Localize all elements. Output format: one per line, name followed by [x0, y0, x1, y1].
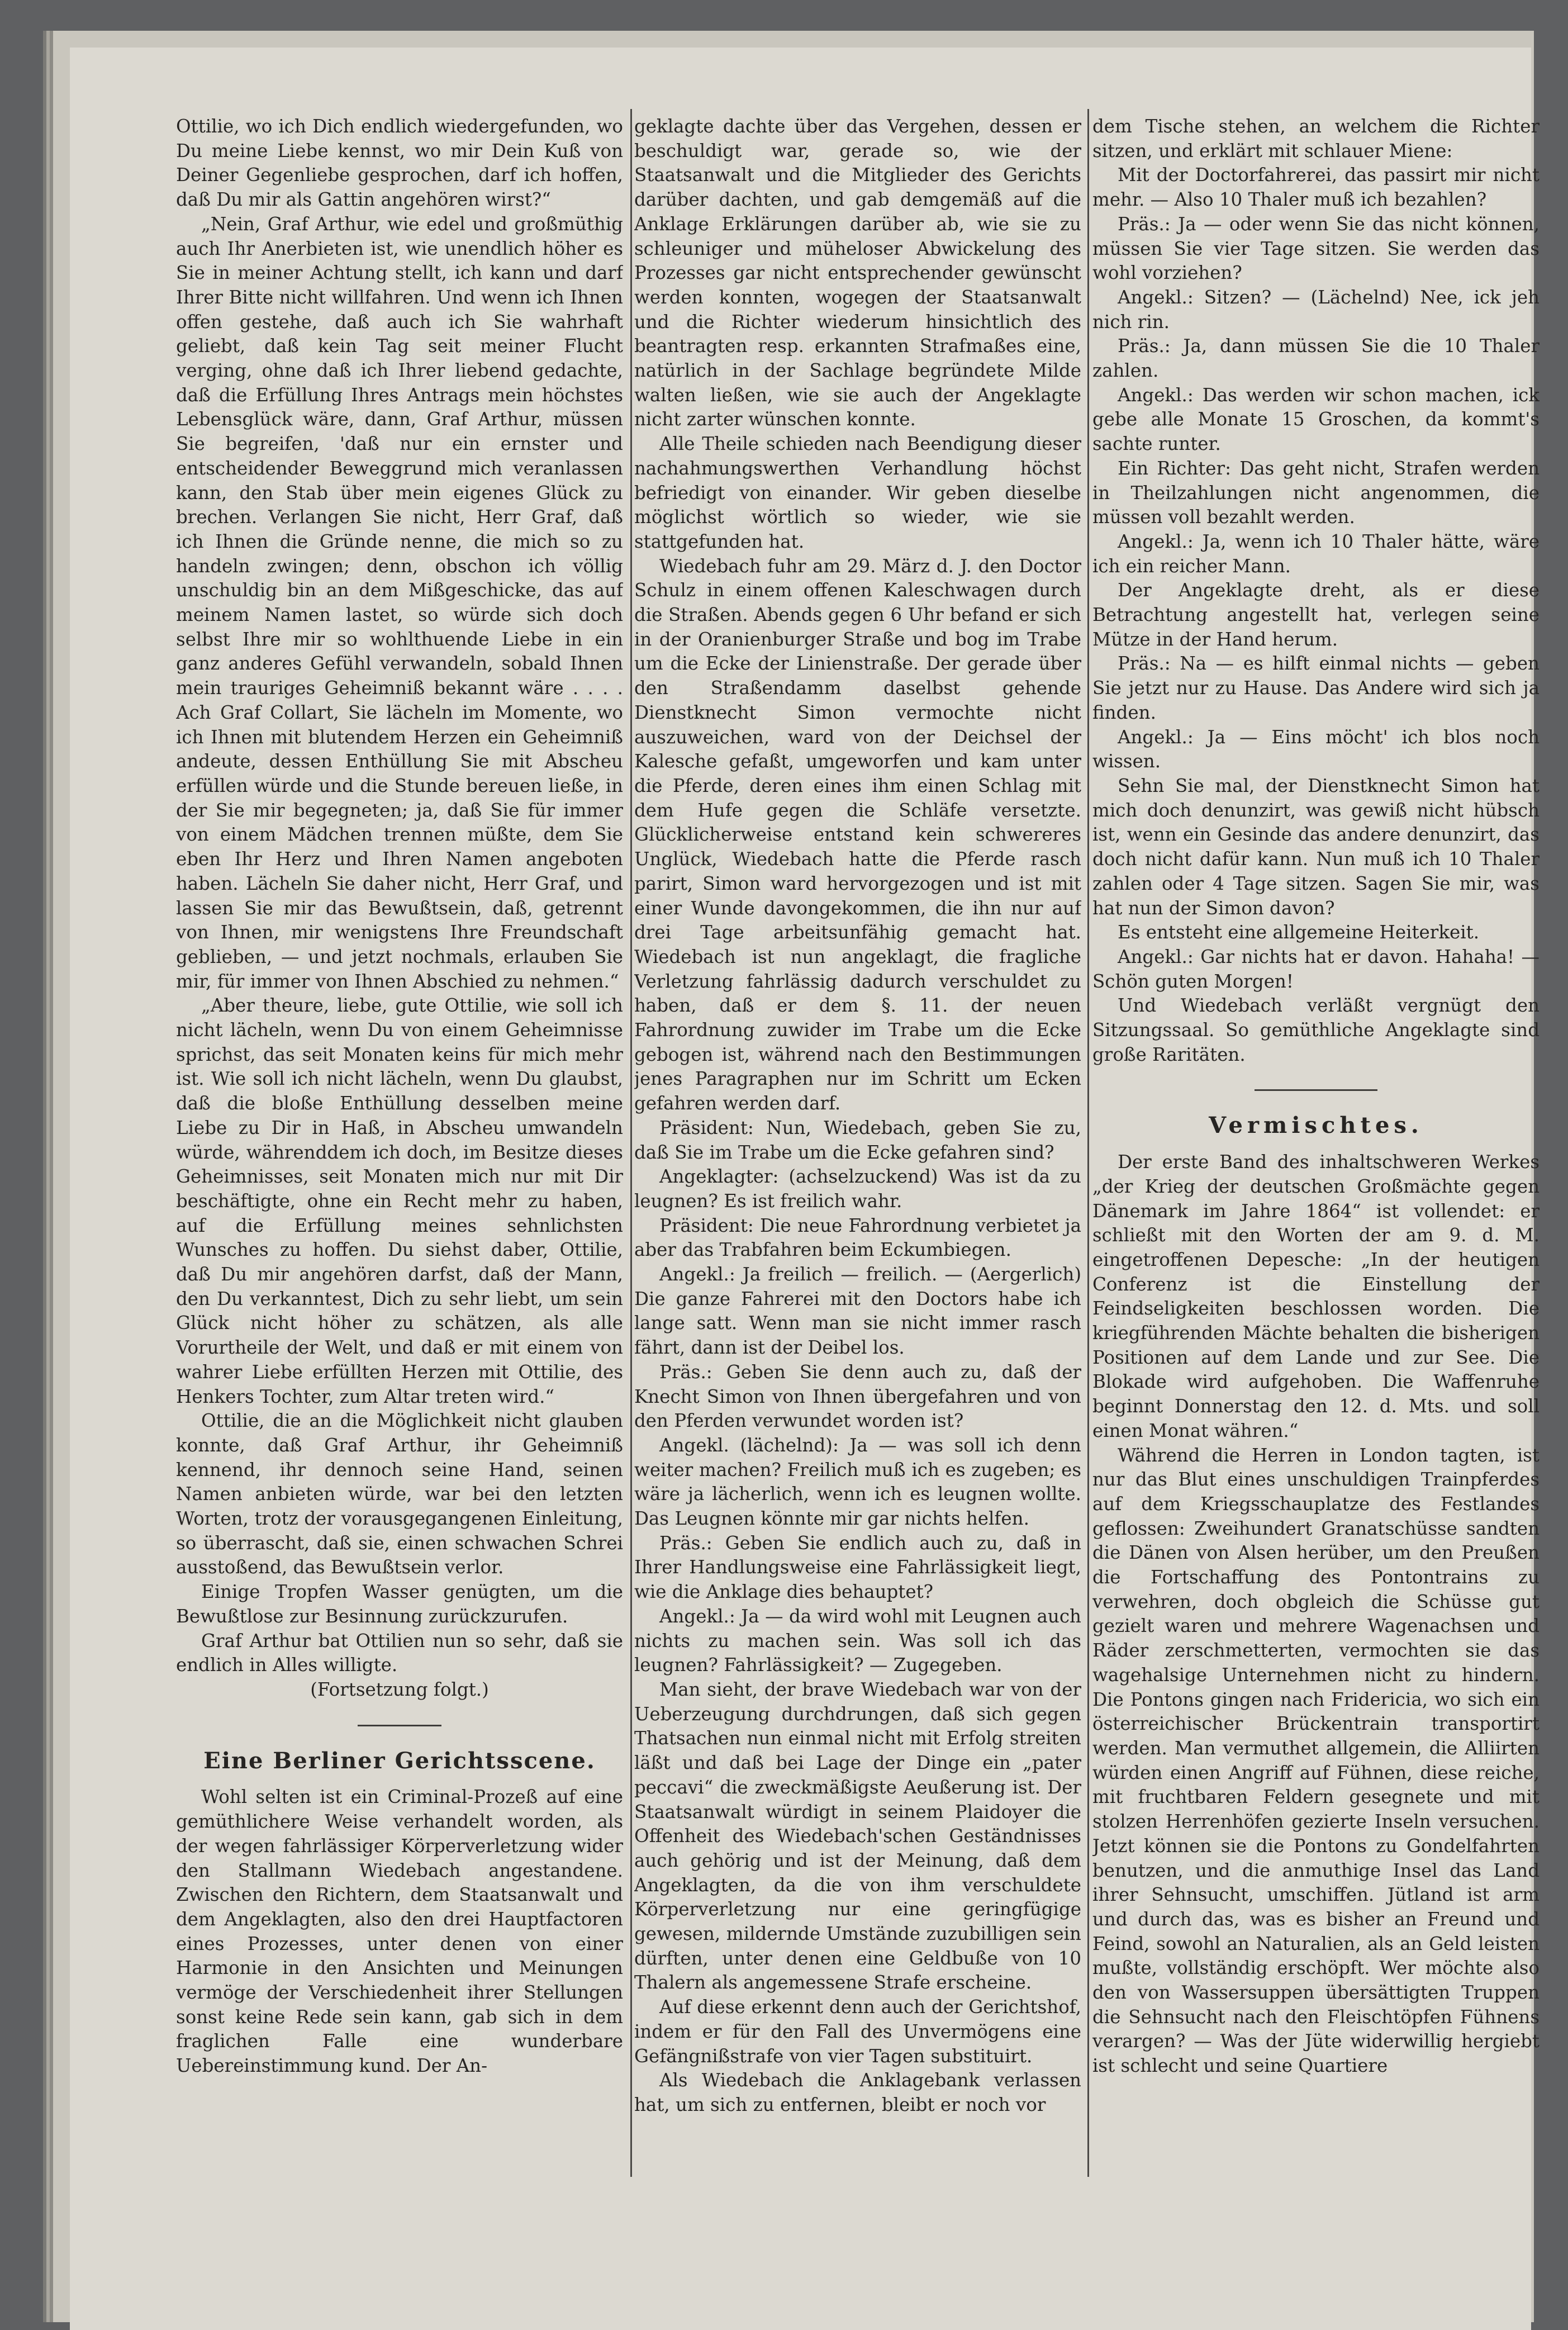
- column-3: [1092, 115, 1540, 2182]
- paragraph: Angekl.: Ja — Eins möcht' ich blos noch wissen.: [1092, 726, 1540, 772]
- paragraph: Angekl. (lächelnd): Ja — was soll ich denn weiter machen? Freilich muß ich es zugeben; es wäre ja lächerlich, wenn ich es leugnen wollte. Das Leugnen könnte mir gar nichts helfen.: [634, 1434, 1081, 1530]
- paragraph: Präs.: Ja — oder wenn Sie das nicht können, müssen Sie vier Tage sitzen. Sie werden das wohl vorziehen?: [1092, 213, 1540, 284]
- section-divider: [358, 1725, 441, 1726]
- paragraph: Man sieht, der brave Wiedebach war von der Ueberzeugung durchdrungen, daß sich gegen Thatsachen nun einmal nicht mit Erfolg streiten läßt und daß bei Lage der Dinge ein „pater peccavi“ die zweckmäßigste Aeußerung ist. Der Staatsanwalt würdigt in seinem Plaidoyer die Offenheit des Wiedebach'schen Geständnisses auch gehörig und ist der Meinung, daß dem Angeklagten, da die von ihm verschuldete Körperverletzung nur eine geringfügige gewesen, mildernde Umstände zuzubilligen sein dürften, unter denen eine Geldbuße von 10 Thalern als angemessene Strafe erscheine.: [634, 1679, 1081, 1994]
- paragraph: Einige Tropfen Wasser genügten, um die Bewußtlose zur Besinnung zurückzurufen.: [176, 1581, 623, 1627]
- paragraph: Angekl.: Gar nichts hat er davon. Hahaha! — Schön guten Morgen!: [1092, 946, 1540, 992]
- section-divider: [1255, 1089, 1377, 1091]
- paragraph: Präs.: Geben Sie denn auch zu, daß der Knecht Simon von Ihnen übergefahren und von den Pferden verwundet worden ist?: [634, 1361, 1081, 1432]
- paragraph: Präs.: Geben Sie endlich auch zu, daß in Ihrer Handlungsweise eine Fahrlässigkeit liegt, wie die Anklage dies behauptet?: [634, 1532, 1081, 1603]
- paragraph: Graf Arthur bat Ottilien nun so sehr, daß sie endlich in Alles willigte.: [176, 1630, 623, 1676]
- paragraph: „Nein, Graf Arthur, wie edel und großmüthig auch Ihr Anerbieten ist, wie unendlich höher es Sie in meiner Achtung stellt, ich kann und darf Ihrer Bitte nicht willfahren. Und wenn ich Ihnen offen gestehe, daß auch ich Sie wahrhaft geliebt, daß kein Tag seit meiner Flucht verging, ohne daß ich Ihrer liebend gedachte, daß die Erfüllung Ihres Antrags mein höchstes Lebensglück wäre, dann, Graf Arthur, müssen Sie begreifen, 'daß nur ein ernster und entscheidender Beweggrund mich veranlassen kann, den Stab über mein eigenes Glück zu brechen. Verlangen Sie nicht, Herr Graf, daß ich Ihnen die Gründe nenne, die mich so zu handeln zwingen; denn, obschon ich völlig unschuldig bin an dem Mißgeschicke, das auf meinem Namen lastet, so würde sich doch selbst Ihre mir so wohlthuende Liebe in ein ganz anderes Gefühl verwandeln, sobald Ihnen mein trauriges Geheimniß bekannt wäre . . . . Ach Graf Collart, Sie lächeln im Momente, wo ich Ihnen mit blutendem Herzen ein Geheimniß andeute, dessen Enthüllung Sie mit Abscheu erfüllen würde und die Stunde bereuen ließe, in der Sie mir begegneten; ja, daß Sie für immer von einem Mädchen trennen müßte, dem Sie eben Ihr Herz und Ihren Namen angeboten haben. Lächeln Sie daher nicht, Herr Graf, und lassen Sie mir das Bewußtsein, daß, getrennt von Ihnen, mir wenigstens Ihre Freundschaft geblieben, — und jetzt nochmals, erlauben Sie mir, für immer von Ihnen Abschied zu nehmen.“: [176, 213, 623, 992]
- paragraph: Angekl.: Ja, wenn ich 10 Thaler hätte, wäre ich ein reicher Mann.: [1092, 530, 1540, 577]
- paragraph: Ottilie, wo ich Dich endlich wiedergefunden, wo Du meine Liebe kennst, wo mir Dein Kuß von Deiner Gegenliebe gesprochen, darf ich hoffen, daß Du mir als Gattin angehören wirst?“: [176, 116, 623, 211]
- paragraph: Der Angeklagte dreht, als er diese Betrachtung angestellt hat, verlegen seine Mütze in der Hand herum.: [1092, 580, 1540, 650]
- paragraph: Angekl.: Ja freilich — freilich. — (Aergerlich) Die ganze Fahrerei mit den Doctors habe ich lange satt. Wenn man sie nicht immer rasch fährt, dann ist der Deibel los.: [634, 1264, 1081, 1359]
- paragraph: Angekl.: Das werden wir schon machen, ick gebe alle Monate 15 Groschen, da kommt's sachte runter.: [1092, 384, 1540, 455]
- paragraph: Während die Herren in London tagten, ist nur das Blut eines unschuldigen Trainpferdes auf dem Kriegsschauplatze des Festlandes geflossen: Zweihundert Granatschüsse sandten die Dänen von Alsen herüber, um den Preußen die Fortschaffung des Pontontrains zu verwehren, doch obgleich die Schüsse gut gezielt waren und mehrere Wagenachsen und Räder zerschmetterten, vermochten sie das wagehalsige Unternehmen nicht zu hindern. Die Pontons gingen nach Fridericia, wo sich ein österreichischer Brückentrain transportirt werden. Man vermuthet allgemein, die Alliirten würden einen Angriff auf Fühnen, diese reiche, mit fruchtbaren Feldern gesegnete und mit stolzen Herrenhöfen gezierte Inseln versuchen. Jetzt können sie die Pontons zu Gondelfahrten benutzen, und die anmuthige Insel das Land ihrer Sehnsucht, umschiffen. Jütland ist arm und durch das, was es bisher an Freund und Feind, sowohl an Naturalien, als an Geld leisten mußte, vollständig erschöpft. Wer möchte also den von Wassersuppen übersättigten Truppen die Sehnsucht nach den Fleischtöpfen Fühnens verargen? — Was der Jüte widerwillig hergiebt ist schlecht und seine Quartiere: [1092, 1444, 1540, 2077]
- paragraph: Und Wiedebach verläßt vergnügt den Sitzungssaal. So gemüthliche Angeklagte sind große Raritäten.: [1092, 995, 1540, 1065]
- paragraph: Auf diese erkennt denn auch der Gerichtshof, indem er für den Fall des Unvermögens eine Gefängnißstrafe von vier Tagen substituirt.: [634, 1996, 1081, 2067]
- paragraph: Präsident: Nun, Wiedebach, geben Sie zu, daß Sie im Trabe um die Ecke gefahren sind?: [634, 1117, 1081, 1163]
- paragraph: Wiedebach fuhr am 29. März d. J. den Doctor Schulz in einem offenen Kaleschwagen durch die Straßen. Abends gegen 6 Uhr befand er sich in der Oranienburger Straße und bog im Trabe um die Ecke der Linienstraße. Der gerade über den Straßendamm daselbst gehende Dienstknecht Simon vermochte nicht auszuweichen, ward von der Deichsel der Kalesche gefaßt, umgeworfen und kam unter die Pferde, deren eines ihm einen Schlag mit dem Hufe gegen die Schläfe versetzte. Glücklicherweise entstand kein schwereres Unglück, Wiedebach hatte die Pferde rasch parirt, Simon ward hervorgezogen und ist mit einer Wunde davongekommen, die ihn nur auf drei Tage arbeitsunfähig gemacht hat. Wiedebach ist nun angeklagt, die fragliche Verletzung fahrlässig dadurch verschuldet zu haben, daß er dem §. 11. der neuen Fahrordnung zuwider im Trabe um die Ecke gebogen ist, während nach den Bestimmungen jenes Paragraphen nur im Schritt um Ecken gefahren werden darf.: [634, 555, 1081, 1114]
- column-rule: [1087, 109, 1089, 2177]
- paragraph: Präsident: Die neue Fahrordnung verbietet ja aber das Trabfahren beim Eckumbiegen.: [634, 1214, 1081, 1261]
- article-heading: Eine Berliner Gerichtsscene.: [203, 1747, 596, 1774]
- column-2: [634, 115, 1081, 2182]
- paragraph: Ein Richter: Das geht nicht, Strafen werden in Theilzahlungen nicht angenommen, die müssen voll bezahlt werden.: [1092, 457, 1540, 528]
- paragraph: Wohl selten ist ein Criminal-Prozeß auf eine gemüthlichere Weise verhandelt worden, als der wegen fahrlässiger Körperverletzung wider den Stallmann Wiedebach angestandene. Zwischen den Richtern, dem Staatsanwalt und dem Angeklagten, also den drei Hauptfactoren eines Prozesses, unter denen von einer Harmonie in den Ansichten und Meinungen vermöge der Verschiedenheit ihrer Stellungen sonst keine Rede sein kann, gab sich in dem fraglichen Falle eine wunderbare Uebereinstimmung kund. Der An-: [176, 1786, 623, 2077]
- paragraph: Es entsteht eine allgemeine Heiterkeit.: [1118, 922, 1480, 943]
- column-1: [176, 115, 623, 2182]
- column-rule: [630, 109, 632, 2177]
- paragraph: „Aber theure, liebe, gute Ottilie, wie soll ich nicht lächeln, wenn Du von einem Geheimnisse sprichst, das seit Monaten keins für mich mehr ist. Wie soll ich nicht lächeln, wenn Du glaubst, daß die bloße Enthüllung desselben meine Liebe zu Dir in Haß, in Abscheu umwandeln würde, währenddem ich doch, im Besitze dieses Geheimnisses, seit Monaten mich nur mit Dir beschäftigte, ohne ein Recht mehr zu haben, auf die Erfüllung meines sehnlichsten Wunsches zu hoffen. Du siehst daber, Ottilie, daß Du mir angehören darfst, daß der Mann, den Du verkanntest, Dich zu sehr liebt, um sein Glück nicht höher zu schätzen, als alle Vorurtheile der Welt, und daß er mit einem von wahrer Liebe erfüllten Herzen mit Ottilie, des Henkers Tochter, zum Altar treten wird.“: [176, 995, 623, 1407]
- paragraph: Mit der Doctorfahrerei, das passirt mir nicht mehr. — Also 10 Thaler muß ich bezahlen?: [1092, 164, 1540, 211]
- paragraph: Ottilie, die an die Möglichkeit nicht glauben konnte, daß Graf Arthur, ihr Geheimniß kennend, ihr dennoch seine Hand, seinen Namen anbieten würde, war bei den letzten Worten, trotz der vorausgegangenen Einleitung, so überrascht, daß sie, einen schwachen Schrei ausstoßend, das Bewußtsein verlor.: [176, 1410, 623, 1578]
- paragraph: Präs.: Ja, dann müssen Sie die 10 Thaler zahlen.: [1092, 335, 1540, 382]
- section-heading: Vermischtes.: [1209, 1112, 1423, 1139]
- paragraph: Sehn Sie mal, der Dienstknecht Simon hat mich doch denunzirt, was gewiß nicht hübsch ist, wenn ein Gesinde das andere denunzirt, das doch nicht dafür kann. Nun muß ich 10 Thaler zahlen oder 4 Tage sitzen. Sagen Sie mir, was hat nun der Simon davon?: [1092, 775, 1540, 919]
- paragraph: Präs.: Na — es hilft einmal nichts — geben Sie jetzt nur zu Hause. Das Andere wird sich ja finden.: [1092, 653, 1540, 723]
- paragraph: Angekl.: Sitzen? — (Lächelnd) Nee, ick jeh nich rin.: [1092, 286, 1540, 333]
- paragraph: geklagte dachte über das Vergehen, dessen er beschuldigt war, gerade so, wie der Staatsanwalt und die Mitglieder des Gerichts darüber dachten, und gab demgemäß auf die Anklage Erklärungen darüber ab, wie sie zu schleuniger und müheloser Abwickelung des Prozesses gar nicht entsprechender gewünscht werden konnten, wogegen der Staatsanwalt und die Richter wiederum hinsichtlich des beantragten resp. erkannten Strafmaßes eine, natürlich in der Sachlage begründete Milde walten ließen, wie sie auch der Angeklagte nicht zarter wünschen konnte.: [634, 116, 1081, 430]
- paragraph: Angeklagter: (achselzuckend) Was ist da zu leugnen? Es ist freilich wahr.: [634, 1166, 1081, 1212]
- paragraph: Der erste Band des inhaltschweren Werkes „der Krieg der deutschen Großmächte gegen Dänemark im Jahre 1864“ ist vollendet: er schließt mit den Worten der am 9. d. M. eingetroffenen Depesche: „In der heutigen Conferenz ist die Einstellung der Feindseligkeiten beschlossen worden. Die kriegführenden Mächte behalten die bisherigen Positionen auf dem Lande und zur See. Die Blokade wird aufgehoben. Die Waffenruhe beginnt Donnerstag den 12. d. Mts. und soll einen Monat währen.“: [1092, 1151, 1540, 1441]
- continuation-note: (Fortsetzung folgt.): [310, 1679, 489, 1700]
- paragraph: Angekl.: Ja — da wird wohl mit Leugnen auch nichts zu machen sein. Was soll ich das leugnen? Fahrlässigkeit? — Zugegeben.: [634, 1605, 1081, 1676]
- paragraph: Als Wiedebach die Anklagebank verlassen hat, um sich zu entfernen, bleibt er noch vor: [634, 2070, 1081, 2115]
- paragraph: Alle Theile schieden nach Beendigung dieser nachahmungswerthen Verhandlung höchst befriedigt von einander. Wir geben dieselbe möglichst wörtlich so wieder, wie sie stattgefunden hat.: [634, 433, 1081, 552]
- paragraph: dem Tische stehen, an welchem die Richter sitzen, und erklärt mit schlauer Miene:: [1092, 116, 1540, 162]
